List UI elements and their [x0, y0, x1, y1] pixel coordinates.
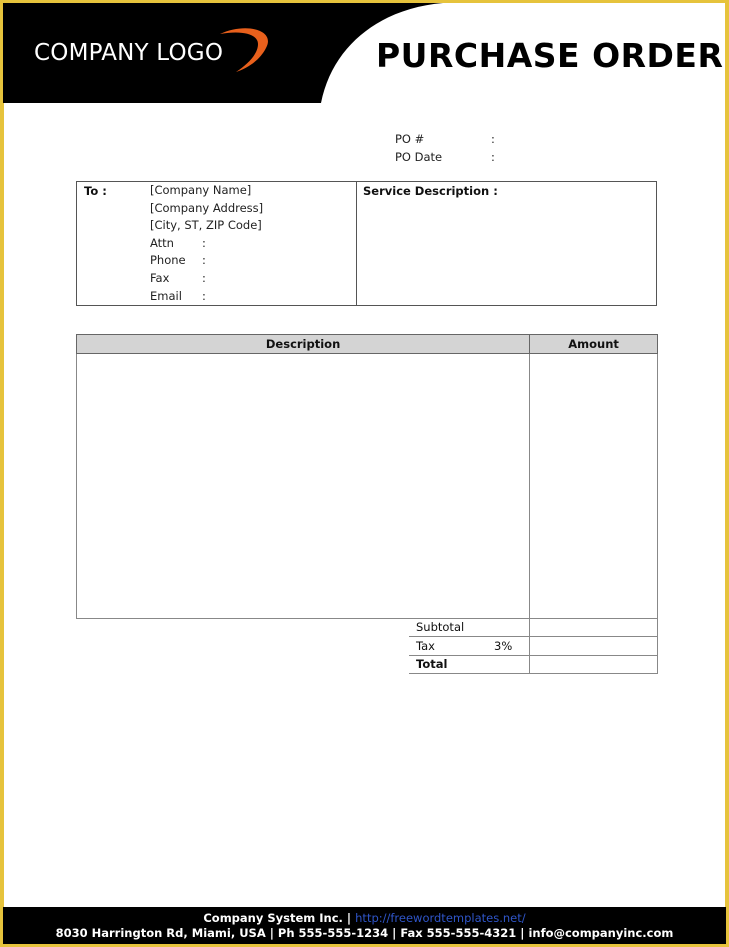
po-number-label: PO # [395, 132, 425, 146]
tax-row [409, 637, 658, 656]
to-label: To : [84, 184, 107, 198]
attn-label: Attn [150, 235, 174, 250]
email-separator: : [202, 288, 206, 303]
items-body-row [77, 354, 658, 619]
po-date-label: PO Date [395, 150, 443, 164]
phone-separator: : [202, 253, 206, 268]
po-meta [395, 132, 495, 168]
items-table [76, 334, 658, 619]
phone-label: Phone [150, 253, 186, 268]
footer [3, 907, 726, 944]
totals-table [409, 618, 658, 674]
recipient-details [150, 183, 263, 306]
footer-company: Company System Inc. | [203, 911, 352, 925]
total-label: Total [409, 655, 530, 674]
amount-column-header: Amount [530, 335, 658, 354]
email-field [150, 289, 263, 307]
items-header-row [77, 335, 658, 354]
city-line: [City, ST, ZIP Code] [150, 218, 262, 233]
footer-contact-line: 8030 Harrington Rd, Miami, USA | Ph 555-555-1234 | Fax 555-555-4321 | info@companyinc.com [55, 926, 674, 940]
phone-field [150, 253, 263, 271]
description-column-header: Description [77, 335, 530, 354]
po-number-row [395, 132, 495, 150]
po-number-separator: : [491, 132, 495, 146]
subtotal-label: Subtotal [409, 618, 530, 637]
fax-separator: : [202, 270, 206, 285]
recipient-section [77, 182, 357, 305]
logo-swoosh-icon [218, 24, 274, 74]
tax-label: Tax [416, 638, 435, 653]
subtotal-row [409, 618, 658, 637]
attn-field [150, 236, 263, 254]
total-row [409, 655, 658, 674]
fax-field [150, 271, 263, 289]
attn-separator: : [202, 235, 206, 250]
total-amount [530, 655, 658, 674]
footer-line-1 [3, 911, 726, 926]
amount-cell [530, 354, 658, 619]
po-date-row [395, 150, 495, 168]
description-cell [77, 354, 530, 619]
tax-rate: 3% [494, 639, 513, 653]
document-title: PURCHASE ORDER [376, 36, 724, 75]
fax-label: Fax [150, 270, 170, 285]
po-date-separator: : [491, 150, 495, 164]
footer-website-link[interactable]: http://freewordtemplates.net/ [355, 911, 526, 925]
tax-cell [409, 637, 530, 656]
company-logo-text: COMPANY LOGO [34, 40, 224, 66]
subtotal-amount [530, 618, 658, 637]
service-description-section [357, 182, 656, 305]
recipient-box [76, 181, 657, 306]
company-name: [Company Name] [150, 183, 252, 197]
tax-amount [530, 637, 658, 656]
service-description-label: Service Description : [363, 184, 498, 198]
company-address: [Company Address] [150, 200, 264, 215]
email-label: Email [150, 288, 182, 303]
